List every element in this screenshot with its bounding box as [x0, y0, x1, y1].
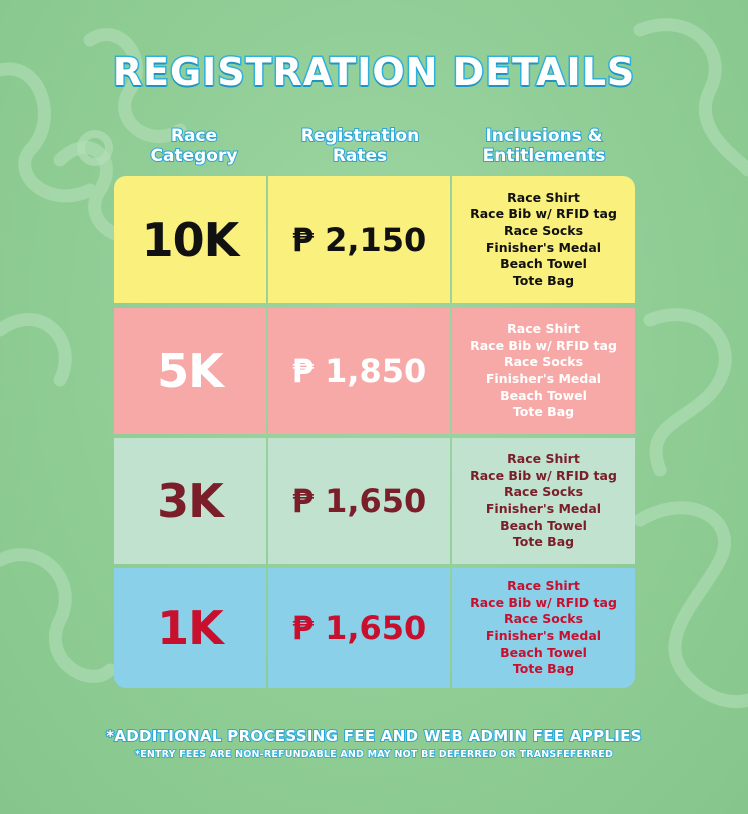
inclusions-cell — [452, 176, 635, 303]
inclusion-item: Race Bib w/ RFID tag — [470, 206, 617, 222]
inclusion-item: Beach Towel — [500, 256, 587, 272]
header-inclusions-line1: Inclusions & — [485, 126, 603, 146]
inclusion-item: Finisher's Medal — [485, 371, 602, 386]
registration-rate-cell: ₱ 1,850 — [268, 308, 450, 434]
race-category-cell: 3K — [114, 438, 266, 564]
inclusion-item: Beach Towel — [500, 517, 587, 533]
footer-fee-note: *ADDITIONAL PROCESSING FEE AND WEB ADMIN FEE APPLIES — [106, 727, 642, 745]
page-title: REGISTRATION DETAILS — [112, 50, 636, 94]
inclusions-cell — [452, 308, 635, 434]
header-registration-rates-line1: Registration — [300, 126, 420, 146]
inclusion-item: Finisher's Medal — [485, 239, 602, 255]
header-inclusions — [464, 126, 624, 166]
header-race-category-line2: Category — [150, 146, 238, 166]
inclusion-item: Race Bib w/ RFID tag — [470, 337, 617, 353]
inclusion-item: Beach Towel — [500, 644, 587, 660]
inclusion-item: Race Socks — [503, 354, 584, 370]
inclusion-item: Finisher's Medal — [485, 628, 602, 643]
inclusions-cell — [452, 438, 635, 564]
header-race-category — [114, 126, 274, 166]
registration-rate-cell: ₱ 1,650 — [268, 568, 450, 688]
header-inclusions-line2: Entitlements — [482, 146, 606, 166]
race-category-cell: 10K — [114, 176, 266, 303]
inclusion-item: Beach Towel — [500, 387, 587, 403]
footer-refund-note: *ENTRY FEES ARE NON-REFUNDABLE AND MAY NOT BE DEFERRED OR TRANSFEFERRED — [134, 749, 614, 760]
header-race-category-line1: Race — [170, 126, 218, 146]
race-category-cell: 5K — [114, 308, 266, 434]
race-category-cell: 1K — [114, 568, 266, 688]
inclusion-item: Race Shirt — [507, 578, 580, 594]
inclusions-cell — [452, 568, 635, 688]
inclusion-item: Race Socks — [503, 484, 584, 500]
inclusion-item: Tote Bag — [512, 272, 575, 288]
inclusion-item: Race Shirt — [507, 451, 580, 467]
inclusion-item: Finisher's Medal — [485, 501, 602, 516]
inclusion-item: Race Shirt — [507, 321, 580, 337]
header-registration-rates — [280, 126, 440, 166]
inclusion-item: Tote Bag — [512, 534, 575, 550]
inclusion-item: Race Bib w/ RFID tag — [470, 594, 617, 610]
inclusion-item: Race Bib w/ RFID tag — [470, 467, 617, 483]
registration-rate-cell: ₱ 1,650 — [268, 438, 450, 564]
header-registration-rates-line2: Rates — [332, 146, 388, 166]
inclusion-item: Tote Bag — [512, 661, 575, 677]
inclusion-item: Race Shirt — [507, 189, 580, 205]
inclusion-item: Race Socks — [503, 222, 584, 238]
inclusion-item: Tote Bag — [512, 404, 575, 420]
inclusion-item: Race Socks — [503, 611, 584, 627]
registration-rate-cell: ₱ 2,150 — [268, 176, 450, 303]
